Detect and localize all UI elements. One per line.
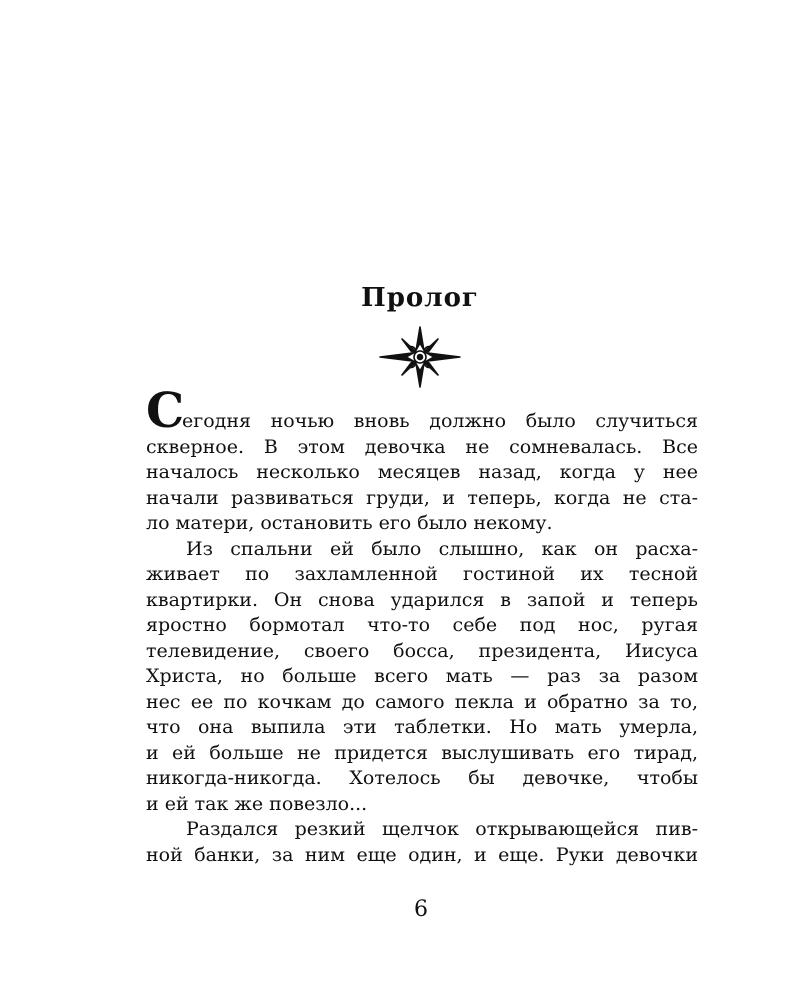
text-line: Христа, но больше всего мать — раз за разом	[146, 665, 698, 687]
text-line: телевидение, своего босса, президента, Иисуса	[146, 639, 698, 662]
page-number: 6	[414, 897, 428, 922]
text-line: ной банки, за ним еще один, и еще. Руки девочки	[146, 843, 698, 866]
drop-cap: С	[146, 383, 185, 439]
prologue-text	[146, 383, 698, 868]
chapter-title: Пролог	[361, 283, 479, 313]
text-line: и ей так же повезло...	[146, 792, 368, 815]
text-line: что она выпила эти таблетки. Но мать умерла,	[146, 716, 698, 738]
text-line: квартирки. Он снова ударился в запой и теперь	[146, 588, 698, 611]
text-line: нес ее по кочкам до самого пекла и обратно за то,	[146, 690, 698, 713]
text-line: Раздался резкий щелчок открывающейся пив-	[186, 818, 698, 840]
text-line: Из спальни ей было слышно, как он расха-	[186, 537, 698, 560]
text-line: ло матери, остановить его было некому.	[146, 512, 553, 534]
text-line: и ей больше не придется выслушивать его тирад,	[146, 741, 698, 764]
text-line: живает по захламленной гостиной их тесной	[146, 563, 698, 585]
text-line: яростно бормотал что-то себе под нос, ругая	[146, 614, 698, 636]
text-line: никогда-никогда. Хотелось бы девочке, чтобы	[146, 767, 698, 789]
first-line	[146, 383, 698, 439]
text-line: началось несколько месяцев назад, когда у нее	[146, 461, 698, 483]
text-line: начали развиваться груди, и теперь, когда не ста-	[146, 486, 698, 509]
text-line: егодня ночью вновь должно было случиться	[182, 410, 698, 432]
compass-star-ornament-icon	[378, 325, 462, 389]
text-line: скверное. В этом девочка не сомневалась. Все	[146, 435, 698, 458]
